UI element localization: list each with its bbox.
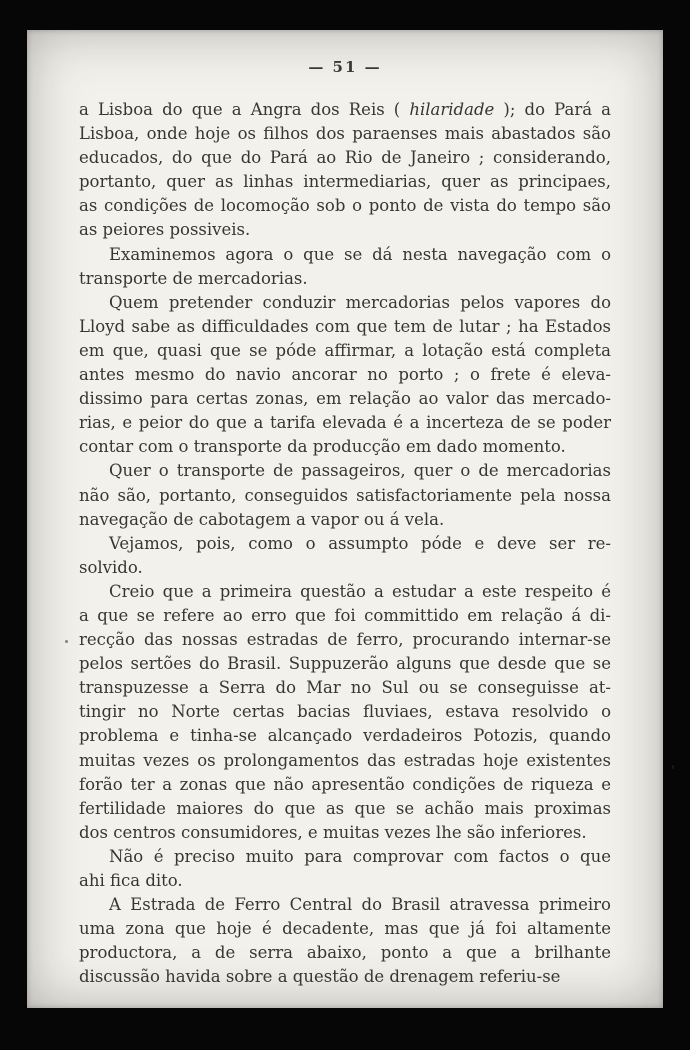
text-line: Lisboa, onde hoje os filhos dos paraenses mais abastados são (79, 124, 611, 144)
text-line: antes mesmo do navio ancorar no porto ; o frete é eleva- (79, 365, 611, 385)
text-line: pelos sertões do Brasil. Suppuzerão alguns que desde que se (79, 654, 611, 674)
text-line: Creio que a primeira questão a estudar a este respeito é (109, 581, 611, 601)
text-line: dissimo para certas zonas, em relação ao valor das mercado- (79, 389, 611, 409)
paragraph (79, 459, 611, 531)
text-line: em que, quasi que se póde affirmar, a lotação está completa (79, 340, 611, 360)
text-line: rias, e peior do que a tarifa elevada é a incerteza de se poder (79, 413, 611, 433)
paragraph (79, 291, 611, 460)
paragraph (79, 580, 611, 845)
text-line: Lloyd sabe as difficuldades com que tem de lutar ; ha Estados (79, 316, 611, 336)
scan-speck (65, 640, 68, 643)
text-line: Quer o transporte de passageiros, quer o de mercadorias (109, 461, 611, 481)
paragraph (79, 893, 611, 989)
text-line: dos centros consumidores, e muitas vezes lhe são inferiores. (79, 822, 587, 842)
scan-speck (672, 765, 674, 769)
page-text (79, 98, 611, 989)
text-line: as peiores possiveis. (79, 220, 251, 240)
text-line: Vejamos, pois, como o assumpto póde e deve ser re- (109, 533, 611, 553)
text-line: uma zona que hoje é decadente, mas que já foi altamente (79, 919, 611, 939)
book-page (27, 30, 663, 1008)
text-line: A Estrada de Ferro Central do Brasil atravessa primeiro (109, 895, 611, 915)
text-line: forão ter a zonas que não apresentão condições de riqueza e (79, 774, 611, 794)
text-line: a que se refere ao erro que foi committido em relação á di- (79, 605, 611, 625)
text-line: a Lisboa do que a Angra dos Reis ( hilaridade ); do Pará a (79, 100, 611, 119)
paragraph (79, 98, 611, 243)
text-line: navegação de cabotagem a vapor ou á vela. (79, 509, 445, 529)
text-line: contar com o transporte da producção em dado momento. (79, 437, 566, 457)
text-line: Não é preciso muito para comprovar com factos o que (109, 846, 611, 866)
text-line: productora, a de serra abaixo, ponto a que a brilhante (79, 943, 611, 963)
text-line: portanto, quer as linhas intermediarias, quer as principaes, (79, 172, 611, 192)
paragraph (79, 532, 611, 580)
page-number: — 51 — (308, 58, 382, 76)
text-line: as condições de locomoção sob o ponto de vista do tempo são (79, 196, 611, 216)
text-line: educados, do que do Pará ao Rio de Janeiro ; considerando, (79, 148, 611, 168)
text-line: discussão havida sobre a questão de drenagem referiu-se (79, 967, 561, 987)
text-line: solvido. (79, 557, 143, 577)
text-line: tingir no Norte certas bacias fluviaes, estava resolvido o (79, 702, 611, 722)
text-line: fertilidade maiores do que as que se achão mais proximas (79, 798, 611, 818)
text-line: Examinemos agora o que se dá nesta navegação com o (109, 244, 611, 264)
text-line: transpuzesse a Serra do Mar no Sul ou se conseguisse at- (79, 678, 611, 698)
text-line: Quem pretender conduzir mercadorias pelos vapores do (109, 292, 611, 312)
paragraph (79, 243, 611, 291)
text-line: transporte de mercadorias. (79, 268, 308, 288)
text-line: recção das nossas estradas de ferro, procurando internar-se (79, 630, 611, 650)
text-line: não são, portanto, conseguidos satisfactoriamente pela nossa (79, 485, 611, 505)
text-line: ahi fica dito. (79, 871, 183, 890)
paragraph (79, 845, 611, 893)
text-line: problema e tinha-se alcançado verdadeiros Potozis, quando (79, 726, 611, 746)
text-line: muitas vezes os prolongamentos das estradas hoje existentes (79, 750, 611, 770)
